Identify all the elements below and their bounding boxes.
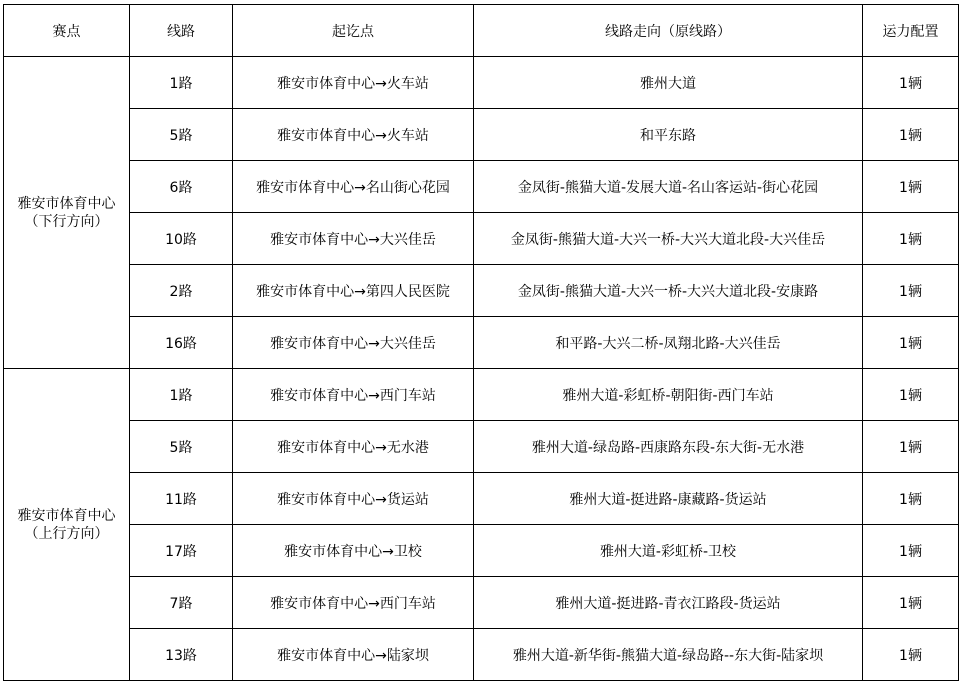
route-cell: 13路	[130, 629, 233, 681]
header-capacity: 运力配置	[863, 5, 959, 57]
direction-cell: 雅州大道-彩虹桥-卫校	[474, 525, 863, 577]
endpoints-cell: 雅安市体育中心→火车站	[233, 109, 474, 161]
direction-cell: 金凤街-熊猫大道-大兴一桥-大兴大道北段-大兴佳岳	[474, 213, 863, 265]
direction-cell: 雅州大道	[474, 57, 863, 109]
table-body	[4, 57, 959, 681]
table-row	[4, 161, 959, 213]
table-row	[4, 577, 959, 629]
endpoints-cell: 雅安市体育中心→陆家坝	[233, 629, 474, 681]
endpoints-cell: 雅安市体育中心→大兴佳岳	[233, 213, 474, 265]
route-cell: 11路	[130, 473, 233, 525]
table-row	[4, 109, 959, 161]
capacity-cell: 1辆	[863, 421, 959, 473]
route-cell: 5路	[130, 109, 233, 161]
header-venue: 赛点	[4, 5, 130, 57]
venue-direction: （下行方向）	[24, 213, 109, 230]
direction-cell: 和平东路	[474, 109, 863, 161]
bus-route-table	[3, 4, 959, 681]
endpoints-cell: 雅安市体育中心→西门车站	[233, 369, 474, 421]
venue-cell	[4, 369, 130, 681]
endpoints-cell: 雅安市体育中心→名山街心花园	[233, 161, 474, 213]
direction-cell: 雅州大道-绿岛路-西康路东段-东大街-无水港	[474, 421, 863, 473]
route-cell: 1路	[130, 57, 233, 109]
route-cell: 6路	[130, 161, 233, 213]
venue-name: 雅安市体育中心	[17, 507, 116, 524]
endpoints-cell: 雅安市体育中心→无水港	[233, 421, 474, 473]
table-row	[4, 473, 959, 525]
table-row	[4, 57, 959, 109]
direction-cell: 雅州大道-新华街-熊猫大道-绿岛路--东大街-陆家坝	[474, 629, 863, 681]
direction-cell: 雅州大道-挺进路-青衣江路段-货运站	[474, 577, 863, 629]
direction-cell: 雅州大道-彩虹桥-朝阳街-西门车站	[474, 369, 863, 421]
route-cell: 16路	[130, 317, 233, 369]
table-row	[4, 629, 959, 681]
capacity-cell: 1辆	[863, 369, 959, 421]
table-row	[4, 421, 959, 473]
table-row	[4, 369, 959, 421]
header-direction: 线路走向（原线路）	[474, 5, 863, 57]
capacity-cell: 1辆	[863, 629, 959, 681]
route-cell: 5路	[130, 421, 233, 473]
table-row	[4, 317, 959, 369]
capacity-cell: 1辆	[863, 57, 959, 109]
venue-name: 雅安市体育中心	[17, 195, 116, 212]
endpoints-cell: 雅安市体育中心→火车站	[233, 57, 474, 109]
route-cell: 10路	[130, 213, 233, 265]
endpoints-cell: 雅安市体育中心→大兴佳岳	[233, 317, 474, 369]
table-row	[4, 265, 959, 317]
capacity-cell: 1辆	[863, 473, 959, 525]
direction-cell: 金凤街-熊猫大道-发展大道-名山客运站-街心花园	[474, 161, 863, 213]
route-cell: 7路	[130, 577, 233, 629]
venue-direction: （上行方向）	[24, 525, 109, 542]
header-row	[4, 5, 959, 57]
bus-route-table-container	[3, 4, 959, 681]
capacity-cell: 1辆	[863, 213, 959, 265]
capacity-cell: 1辆	[863, 265, 959, 317]
endpoints-cell: 雅安市体育中心→西门车站	[233, 577, 474, 629]
table-row	[4, 213, 959, 265]
header-endpoints: 起讫点	[233, 5, 474, 57]
header-route: 线路	[130, 5, 233, 57]
capacity-cell: 1辆	[863, 317, 959, 369]
capacity-cell: 1辆	[863, 161, 959, 213]
capacity-cell: 1辆	[863, 577, 959, 629]
route-cell: 2路	[130, 265, 233, 317]
route-cell: 17路	[130, 525, 233, 577]
route-cell: 1路	[130, 369, 233, 421]
capacity-cell: 1辆	[863, 525, 959, 577]
endpoints-cell: 雅安市体育中心→货运站	[233, 473, 474, 525]
direction-cell: 和平路-大兴二桥-凤翔北路-大兴佳岳	[474, 317, 863, 369]
direction-cell: 金凤街-熊猫大道-大兴一桥-大兴大道北段-安康路	[474, 265, 863, 317]
venue-cell	[4, 57, 130, 369]
endpoints-cell: 雅安市体育中心→卫校	[233, 525, 474, 577]
endpoints-cell: 雅安市体育中心→第四人民医院	[233, 265, 474, 317]
direction-cell: 雅州大道-挺进路-康藏路-货运站	[474, 473, 863, 525]
capacity-cell: 1辆	[863, 109, 959, 161]
table-row	[4, 525, 959, 577]
